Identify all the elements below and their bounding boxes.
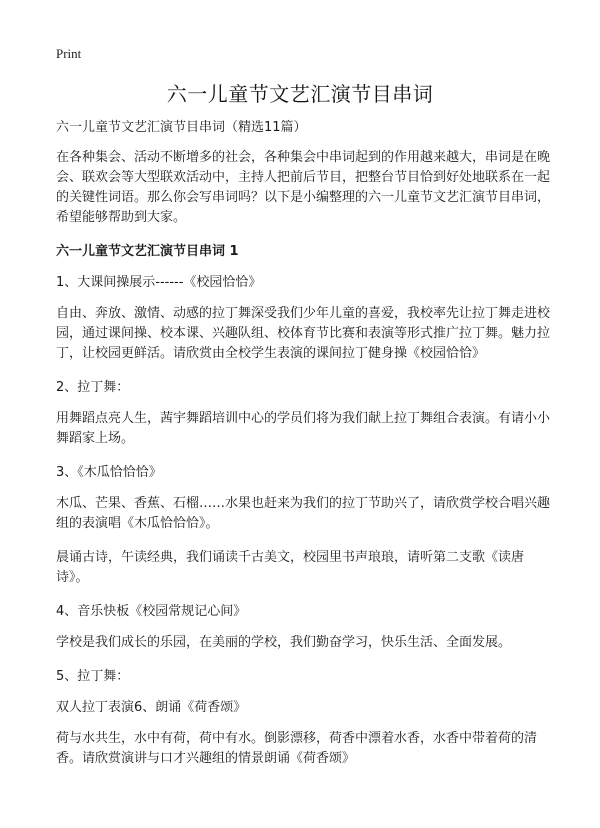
subtitle: 六一儿童节文艺汇演节目串词（精选11篇） xyxy=(56,120,307,135)
item-text: 木瓜、芒果、香蕉、石榴……水果也赶来为我们的拉丁节助兴了，请欣赏学校合唱兴趣组的表演唱《木瓜恰恰恰》。 xyxy=(56,496,551,531)
item-heading: 4、音乐快板《校园常规记心间》 xyxy=(56,604,247,619)
item-text: 荷与水共生，水中有荷，荷中有水。倒影漂移，荷香中漂着水香，水香中带着荷的清香。请欣赏演讲与口才兴趣组的情景朗诵《荷香颂》 xyxy=(56,731,538,766)
item-heading: 2、拉丁舞： xyxy=(56,380,130,395)
page-title: 六一儿童节文艺汇演节目串词 xyxy=(166,82,434,106)
item-text: 用舞蹈点亮人生，茜宇舞蹈培训中心的学员们将为我们献上拉丁舞组合表演。有请小小舞蹈家上场。 xyxy=(56,411,551,446)
item-text: 晨诵古诗，午读经典，我们诵读千古美文，校园里书声琅琅，请听第二支歌《读唐诗》。 xyxy=(56,550,525,585)
intro-paragraph: 在各种集会、活动不断增多的社会，各种集会中串词起到的作用越来越大，串词是在晚会、联欢会等大型联欢活动中，主持人把前后节目，把整台节目恰到好处地联系在一起的关键性词语。那么你会写串词吗？以下是小编整理的六一儿童节文艺汇演节目串词，希望能够帮助到大家。 xyxy=(56,150,551,225)
item-heading: 3、《木瓜恰恰恰》 xyxy=(56,465,162,480)
item-heading: 1、大课间操展示------《校园恰恰》 xyxy=(56,275,262,290)
item-text: 自由、奔放、激情、动感的拉丁舞深受我们少年儿童的喜爱，我校率先让拉丁舞走进校园，通过课间操、校本课、兴趣队组、校体育节比赛和表演等形式推广拉丁舞。魅力拉丁，让校园更鲜活。请欣赏由全校学生表演的课间拉丁健身操《校园恰恰》 xyxy=(56,306,551,361)
article-body xyxy=(56,118,556,783)
item-heading: 双人拉丁表演6、朗诵《荷香颂》 xyxy=(56,700,247,715)
section-heading: 六一儿童节文艺汇演节目串词 1 xyxy=(56,244,239,259)
print-link[interactable]: Print xyxy=(56,46,82,61)
item-text: 学校是我们成长的乐园，在美丽的学校，我们勤奋学习，快乐生活、全面发展。 xyxy=(56,635,512,650)
item-heading: 5、拉丁舞： xyxy=(56,669,130,684)
